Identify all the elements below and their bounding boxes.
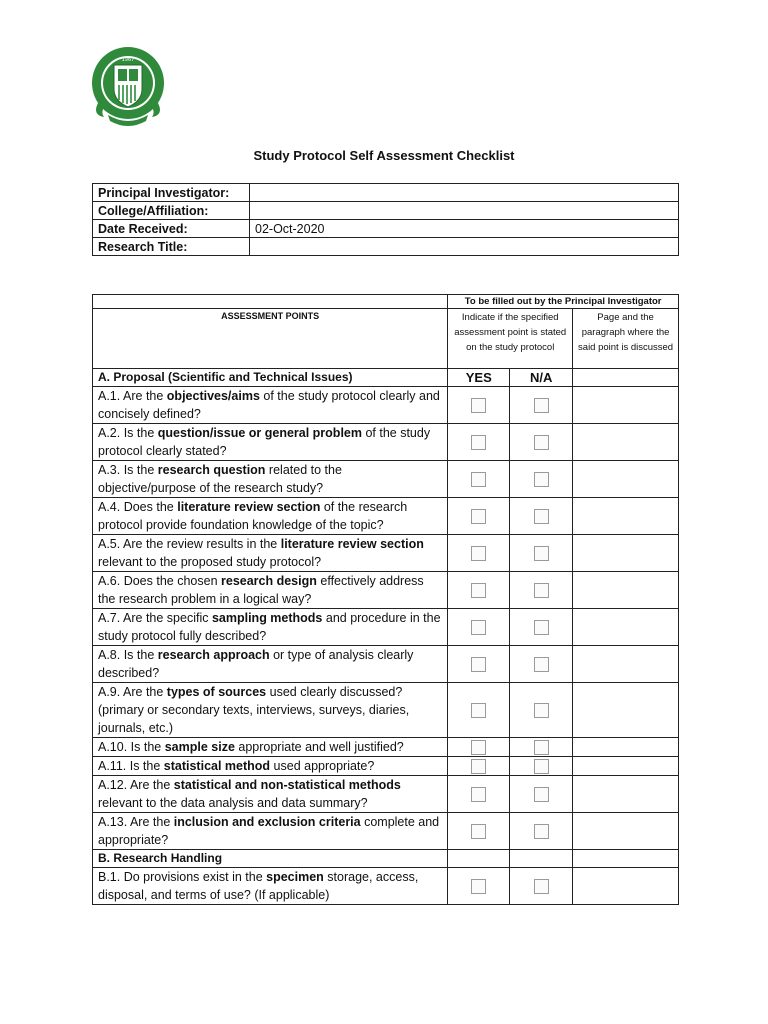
question-text: of the study protocol clearly stated? (98, 426, 431, 458)
question-text: related to the objective/purpose of the research study? (98, 463, 342, 495)
checklist-row (93, 424, 679, 461)
checklist-row (93, 868, 679, 905)
question-text: A.9. Are the (98, 685, 167, 699)
question-text: used appropriate? (270, 759, 375, 773)
checklist-row (93, 387, 679, 424)
page-paragraph-cell[interactable] (573, 461, 679, 498)
na-cell (510, 572, 573, 609)
assessment-question (93, 498, 448, 535)
page-paragraph-cell[interactable] (573, 387, 679, 424)
na-cell (510, 757, 573, 776)
question-text: effectively address the research problem in a logical way? (98, 574, 424, 606)
question-text: A.7. Are the specific (98, 611, 212, 625)
question-keyword: inclusion and exclusion criteria (173, 815, 361, 829)
yes-column-header: YES (448, 369, 510, 387)
yes-cell (448, 535, 510, 572)
checklist-row (93, 683, 679, 738)
na-checkbox[interactable] (534, 398, 549, 413)
yes-cell (448, 683, 510, 738)
info-value[interactable] (250, 184, 679, 202)
na-cell (510, 387, 573, 424)
question-text: A.11. Is the (98, 759, 164, 773)
assessment-question (93, 424, 448, 461)
question-keyword: research design (221, 574, 317, 588)
yes-checkbox[interactable] (471, 657, 486, 672)
na-cell (510, 683, 573, 738)
question-text: A.2. Is the (98, 426, 158, 440)
assessment-checklist-table (92, 294, 679, 905)
yes-cell (448, 609, 510, 646)
question-keyword: literature review section (280, 537, 424, 551)
assessment-question (93, 461, 448, 498)
page-paragraph-cell[interactable] (573, 609, 679, 646)
section-a-items (93, 387, 679, 850)
question-text: A.12. Are the (98, 778, 174, 792)
yes-cell (448, 461, 510, 498)
assessment-question (93, 813, 448, 850)
na-checkbox[interactable] (534, 879, 549, 894)
yes-checkbox[interactable] (471, 787, 486, 802)
checklist-header-top (93, 295, 679, 309)
na-cell (510, 609, 573, 646)
yes-checkbox[interactable] (471, 546, 486, 561)
assessment-question (93, 646, 448, 683)
na-cell (510, 535, 573, 572)
assessment-question (93, 609, 448, 646)
question-keyword: objectives/aims (166, 389, 260, 403)
na-cell (510, 850, 573, 868)
page-paragraph-cell[interactable] (573, 776, 679, 813)
na-cell (510, 813, 573, 850)
page-paragraph-cell[interactable] (573, 535, 679, 572)
page-paragraph-cell[interactable] (573, 646, 679, 683)
assessment-question (93, 572, 448, 609)
na-cell (510, 498, 573, 535)
yes-checkbox[interactable] (471, 703, 486, 718)
yes-checkbox[interactable] (471, 759, 486, 774)
yes-cell (448, 424, 510, 461)
question-keyword: literature review section (177, 500, 321, 514)
checklist-row (93, 498, 679, 535)
page-paragraph-cell[interactable] (573, 572, 679, 609)
section-a-row (93, 369, 679, 387)
question-text: used clearly discussed? (primary or secondary texts, interviews, surveys, diaries, journals, etc.) (98, 685, 410, 735)
info-label: Research Title: (93, 238, 250, 256)
indicate-header: Indicate if the specified assessment point is stated on the study protocol (448, 309, 573, 369)
yes-cell (448, 850, 510, 868)
question-keyword: statistical method (163, 759, 271, 773)
na-cell (510, 868, 573, 905)
checklist-row (93, 609, 679, 646)
page-paragraph-cell[interactable] (573, 498, 679, 535)
info-value[interactable] (250, 202, 679, 220)
question-keyword: specimen (266, 870, 324, 884)
info-row (93, 220, 679, 238)
na-checkbox[interactable] (534, 472, 549, 487)
checklist-row (93, 813, 679, 850)
yes-checkbox[interactable] (471, 435, 486, 450)
question-text: of the study protocol clearly and concisely defined? (98, 389, 440, 421)
assessment-points-header: ASSESSMENT POINTS (93, 309, 448, 369)
yes-checkbox[interactable] (471, 509, 486, 524)
question-keyword: sample size (164, 740, 235, 754)
assessment-question (93, 757, 448, 776)
na-checkbox[interactable] (534, 657, 549, 672)
svg-text:1967: 1967 (121, 57, 135, 63)
page-paragraph-cell[interactable] (573, 683, 679, 738)
info-label: College/Affiliation: (93, 202, 250, 220)
investigator-info-table (92, 183, 679, 256)
checklist-row (93, 757, 679, 776)
checklist-row (93, 572, 679, 609)
info-label: Principal Investigator: (93, 184, 250, 202)
na-checkbox[interactable] (534, 620, 549, 635)
question-text: complete and appropriate? (98, 815, 440, 847)
yes-checkbox[interactable] (471, 740, 486, 755)
assessment-question (93, 868, 448, 905)
page-paragraph-cell (573, 850, 679, 868)
info-value[interactable] (250, 238, 679, 256)
assessment-question (93, 387, 448, 424)
na-cell (510, 646, 573, 683)
question-text: relevant to the proposed study protocol? (98, 555, 322, 569)
yes-cell (448, 813, 510, 850)
na-checkbox[interactable] (534, 435, 549, 450)
page-paragraph-header: Page and the paragraph where the said point is discussed (573, 309, 679, 369)
university-seal-logo (90, 45, 166, 129)
na-checkbox[interactable] (534, 740, 549, 755)
question-text: A.1. Are the (98, 389, 167, 403)
yes-cell (448, 498, 510, 535)
question-text: appropriate and well justified? (234, 740, 404, 754)
yes-cell (448, 572, 510, 609)
question-keyword: question/issue or general problem (157, 426, 362, 440)
page-paragraph-cell[interactable] (573, 424, 679, 461)
na-cell (510, 424, 573, 461)
yes-cell (448, 738, 510, 757)
page-paragraph-cell (573, 369, 679, 387)
section-b-title: B. Research Handling (93, 850, 448, 868)
na-checkbox[interactable] (534, 787, 549, 802)
assessment-question (93, 776, 448, 813)
yes-checkbox[interactable] (471, 398, 486, 413)
na-checkbox[interactable] (534, 509, 549, 524)
yes-cell (448, 776, 510, 813)
checklist-row (93, 535, 679, 572)
na-cell (510, 776, 573, 813)
info-row (93, 238, 679, 256)
to-fill-header: To be filled out by the Principal Investigator (448, 295, 679, 309)
info-row (93, 184, 679, 202)
question-text: relevant to the data analysis and data summary? (98, 796, 368, 810)
question-text: A.13. Are the (98, 815, 174, 829)
na-column-header: N/A (510, 369, 573, 387)
na-checkbox[interactable] (534, 759, 549, 774)
section-b-row (93, 850, 679, 868)
question-keyword: research approach (157, 648, 270, 662)
na-cell (510, 738, 573, 757)
na-cell (510, 461, 573, 498)
page-paragraph-cell[interactable] (573, 813, 679, 850)
yes-cell (448, 868, 510, 905)
question-keyword: research question (157, 463, 266, 477)
checklist-row (93, 776, 679, 813)
question-text: B.1. Do provisions exist in the (98, 870, 267, 884)
page-paragraph-cell[interactable] (573, 757, 679, 776)
yes-checkbox[interactable] (471, 583, 486, 598)
question-text: A.6. Does the chosen (98, 574, 221, 588)
question-text: of the research protocol provide foundation knowledge of the topic? (98, 500, 408, 532)
page-paragraph-cell[interactable] (573, 738, 679, 757)
page-paragraph-cell[interactable] (573, 868, 679, 905)
question-text: or type of analysis clearly described? (98, 648, 414, 680)
yes-cell (448, 757, 510, 776)
yes-cell (448, 387, 510, 424)
na-checkbox[interactable] (534, 824, 549, 839)
yes-checkbox[interactable] (471, 472, 486, 487)
assessment-question (93, 738, 448, 757)
question-text: storage, access, disposal, and terms of use? (If applicable) (98, 870, 419, 902)
question-text: A.5. Are the review results in the (98, 537, 281, 551)
section-a-title: A. Proposal (Scientific and Technical Issues) (93, 369, 448, 387)
blank-header-cell (93, 295, 448, 309)
checklist-row (93, 461, 679, 498)
checklist-row (93, 738, 679, 757)
document-title: Study Protocol Self Assessment Checklist (253, 148, 515, 163)
na-checkbox[interactable] (534, 583, 549, 598)
info-row (93, 202, 679, 220)
question-keyword: types of sources (166, 685, 267, 699)
yes-checkbox[interactable] (471, 620, 486, 635)
question-text: A.3. Is the (98, 463, 158, 477)
assessment-question (93, 683, 448, 738)
assessment-question (93, 535, 448, 572)
na-checkbox[interactable] (534, 703, 549, 718)
yes-cell (448, 646, 510, 683)
checklist-header-main (93, 309, 679, 369)
question-text: A.10. Is the (98, 740, 165, 754)
question-text: A.8. Is the (98, 648, 158, 662)
yes-checkbox[interactable] (471, 879, 486, 894)
info-label: Date Received: (93, 220, 250, 238)
question-keyword: sampling methods (211, 611, 323, 625)
checklist-row (93, 646, 679, 683)
yes-checkbox[interactable] (471, 824, 486, 839)
question-text: and procedure in the study protocol fully described? (98, 611, 441, 643)
na-checkbox[interactable] (534, 546, 549, 561)
question-keyword: statistical and non-statistical methods (173, 778, 401, 792)
question-text: A.4. Does the (98, 500, 178, 514)
section-b-items (93, 868, 679, 905)
info-value[interactable]: 02-Oct-2020 (250, 220, 679, 238)
